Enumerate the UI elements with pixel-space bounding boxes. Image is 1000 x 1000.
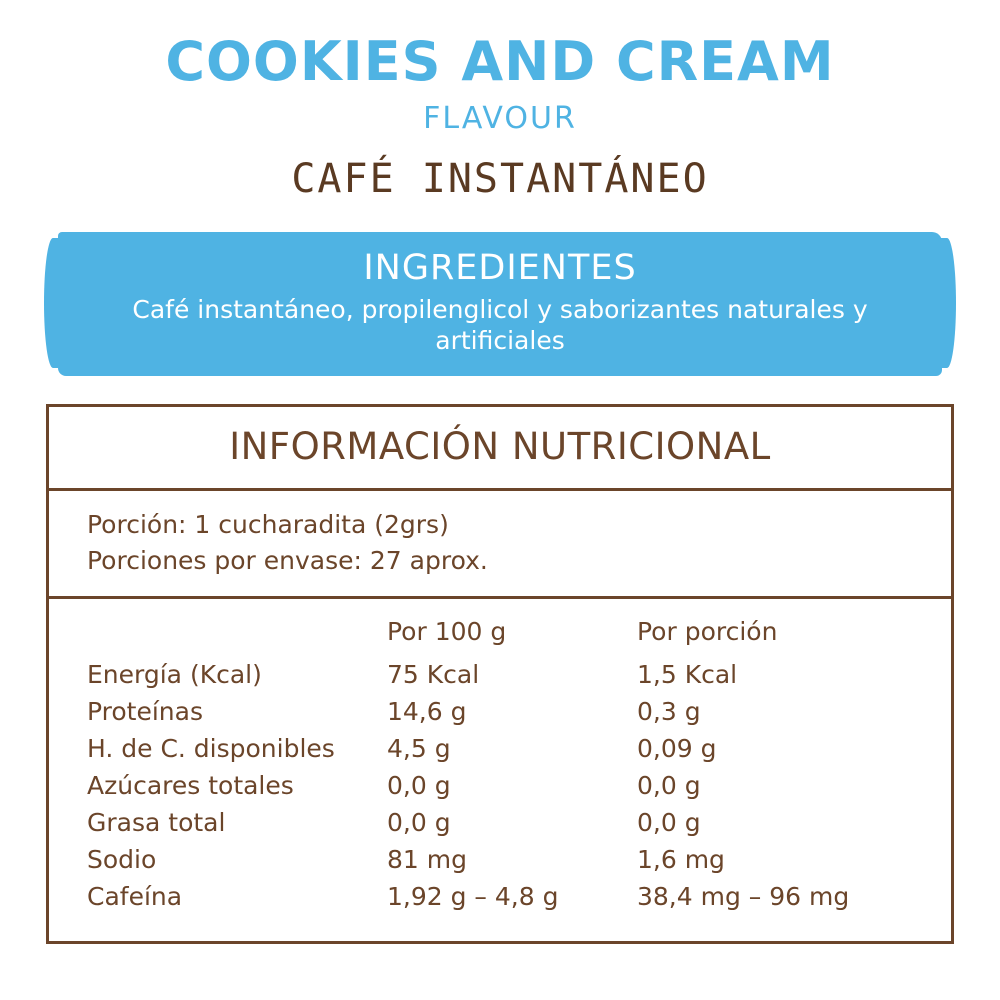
nutrient-label: H. de C. disponibles [87, 733, 335, 763]
nutrition-table-head [49, 613, 951, 656]
nutrient-per-100g: 14,6 g [387, 696, 467, 726]
ingredients-text: Café instantáneo, propilenglicol y saborizantes naturales y artificiales [132, 294, 868, 355]
nutrient-per-100g: 81 mg [387, 844, 467, 874]
column-header-nutrient [49, 613, 387, 656]
ingredients-banner [58, 232, 942, 377]
table-header-row [49, 613, 951, 656]
nutrient-label: Cafeína [87, 881, 183, 911]
table-row [49, 693, 951, 730]
column-header-per-portion: Por porción [637, 616, 778, 646]
nutrition-facts-box [46, 404, 954, 944]
nutrition-title-row [49, 407, 951, 491]
product-header [0, 0, 1000, 202]
product-title: COOKIES AND CREAM [165, 30, 835, 93]
nutrient-per-100g: 4,5 g [387, 733, 451, 763]
table-row [49, 730, 951, 767]
nutrient-per-100g: 0,0 g [387, 807, 451, 837]
servings-per-container: Porciones por envase: 27 aprox. [87, 546, 488, 576]
nutrient-per-100g: 75 Kcal [387, 659, 480, 689]
nutrient-per-portion: 0,3 g [637, 696, 701, 726]
nutrient-per-portion: 0,09 g [637, 733, 717, 763]
nutrient-per-100g: 1,92 g – 4,8 g [387, 881, 559, 911]
serving-info [49, 491, 951, 599]
table-row [49, 656, 951, 693]
nutrient-per-portion: 0,0 g [637, 770, 701, 800]
table-row [49, 804, 951, 841]
nutrient-label: Grasa total [87, 807, 226, 837]
nutrient-per-portion: 0,0 g [637, 807, 701, 837]
nutrition-table-wrap [49, 599, 951, 941]
nutrient-per-100g: 0,0 g [387, 770, 451, 800]
nutrient-label: Azúcares totales [87, 770, 294, 800]
nutrient-label: Proteínas [87, 696, 203, 726]
serving-size: Porción: 1 cucharadita (2grs) [87, 510, 449, 540]
nutrient-label: Energía (Kcal) [87, 659, 262, 689]
column-header-per-100g: Por 100 g [387, 616, 507, 646]
table-row [49, 878, 951, 915]
nutrition-table-body [49, 656, 951, 915]
nutrient-per-portion: 1,5 Kcal [637, 659, 738, 689]
nutrition-title: INFORMACIÓN NUTRICIONAL [229, 425, 771, 469]
nutrition-table [49, 613, 951, 915]
nutrient-label: Sodio [87, 844, 157, 874]
product-subtitle: FLAVOUR [423, 100, 577, 136]
product-type: CAFÉ INSTANTÁNEO [291, 155, 709, 202]
ingredients-title: INGREDIENTES [363, 247, 637, 288]
nutrient-per-portion: 38,4 mg – 96 mg [637, 881, 850, 911]
nutrient-per-portion: 1,6 mg [637, 844, 725, 874]
table-row [49, 841, 951, 878]
table-row [49, 767, 951, 804]
